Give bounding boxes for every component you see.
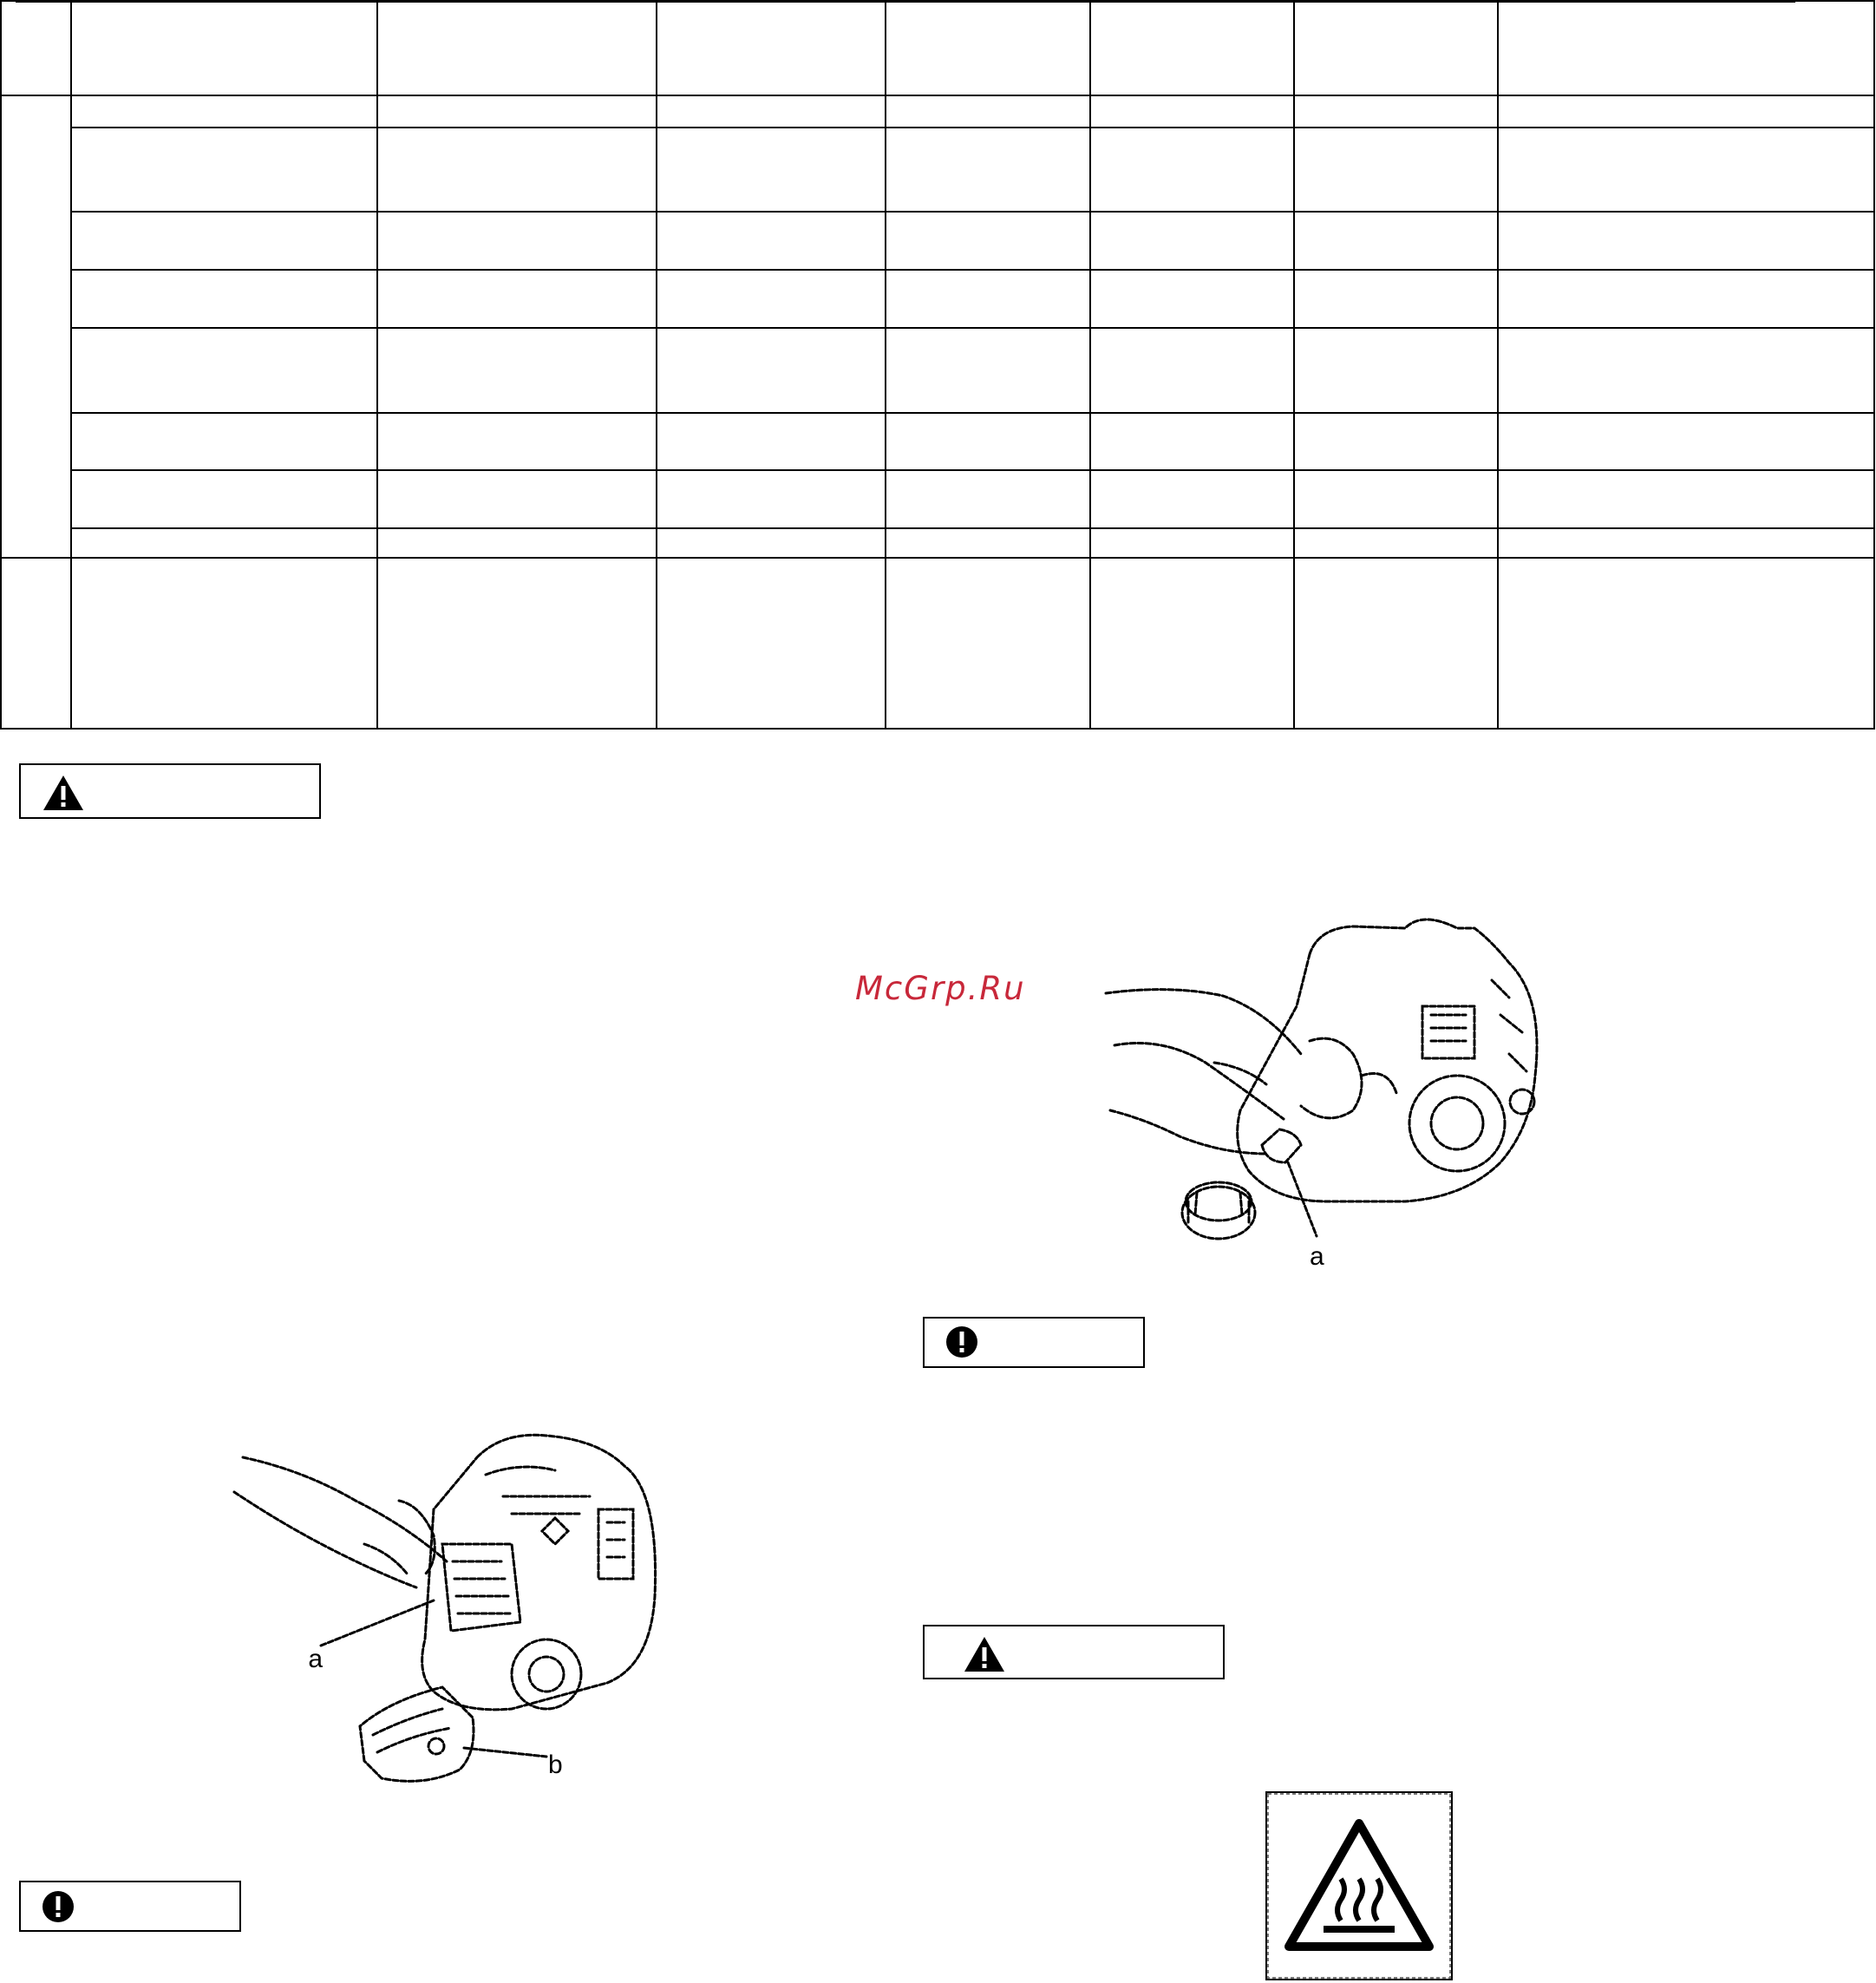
fuel-cap-figure — [1093, 902, 1613, 1284]
caution-notice — [923, 1317, 1145, 1368]
hot-surface-label — [1265, 1790, 1454, 1981]
table-header-row — [1, 1, 1874, 95]
watermark: McGrp.Ru — [855, 970, 1026, 1007]
callout-a: a — [308, 1645, 323, 1673]
warning-triangle-icon — [963, 1635, 1006, 1673]
exclamation-circle-icon — [42, 1890, 75, 1923]
table-group-cell — [1, 558, 71, 729]
air-filter-figure — [226, 1423, 677, 1804]
table-row — [1, 528, 1874, 558]
spec-table — [0, 0, 1875, 730]
table-row — [1, 558, 1874, 729]
warning-triangle-icon — [42, 774, 85, 812]
exclamation-circle-icon — [945, 1325, 978, 1358]
callout-b: b — [548, 1751, 563, 1779]
table-row — [1, 212, 1874, 270]
table-row — [1, 413, 1874, 470]
table-row — [1, 470, 1874, 528]
table-row — [1, 270, 1874, 328]
table-row — [1, 128, 1874, 212]
caution-notice — [19, 1881, 241, 1932]
warning-notice — [19, 763, 321, 819]
callout-a: a — [1310, 1242, 1324, 1271]
warning-notice — [923, 1625, 1225, 1679]
table-group-cell — [1, 95, 71, 558]
table-row — [1, 328, 1874, 413]
table-row — [1, 95, 1874, 128]
